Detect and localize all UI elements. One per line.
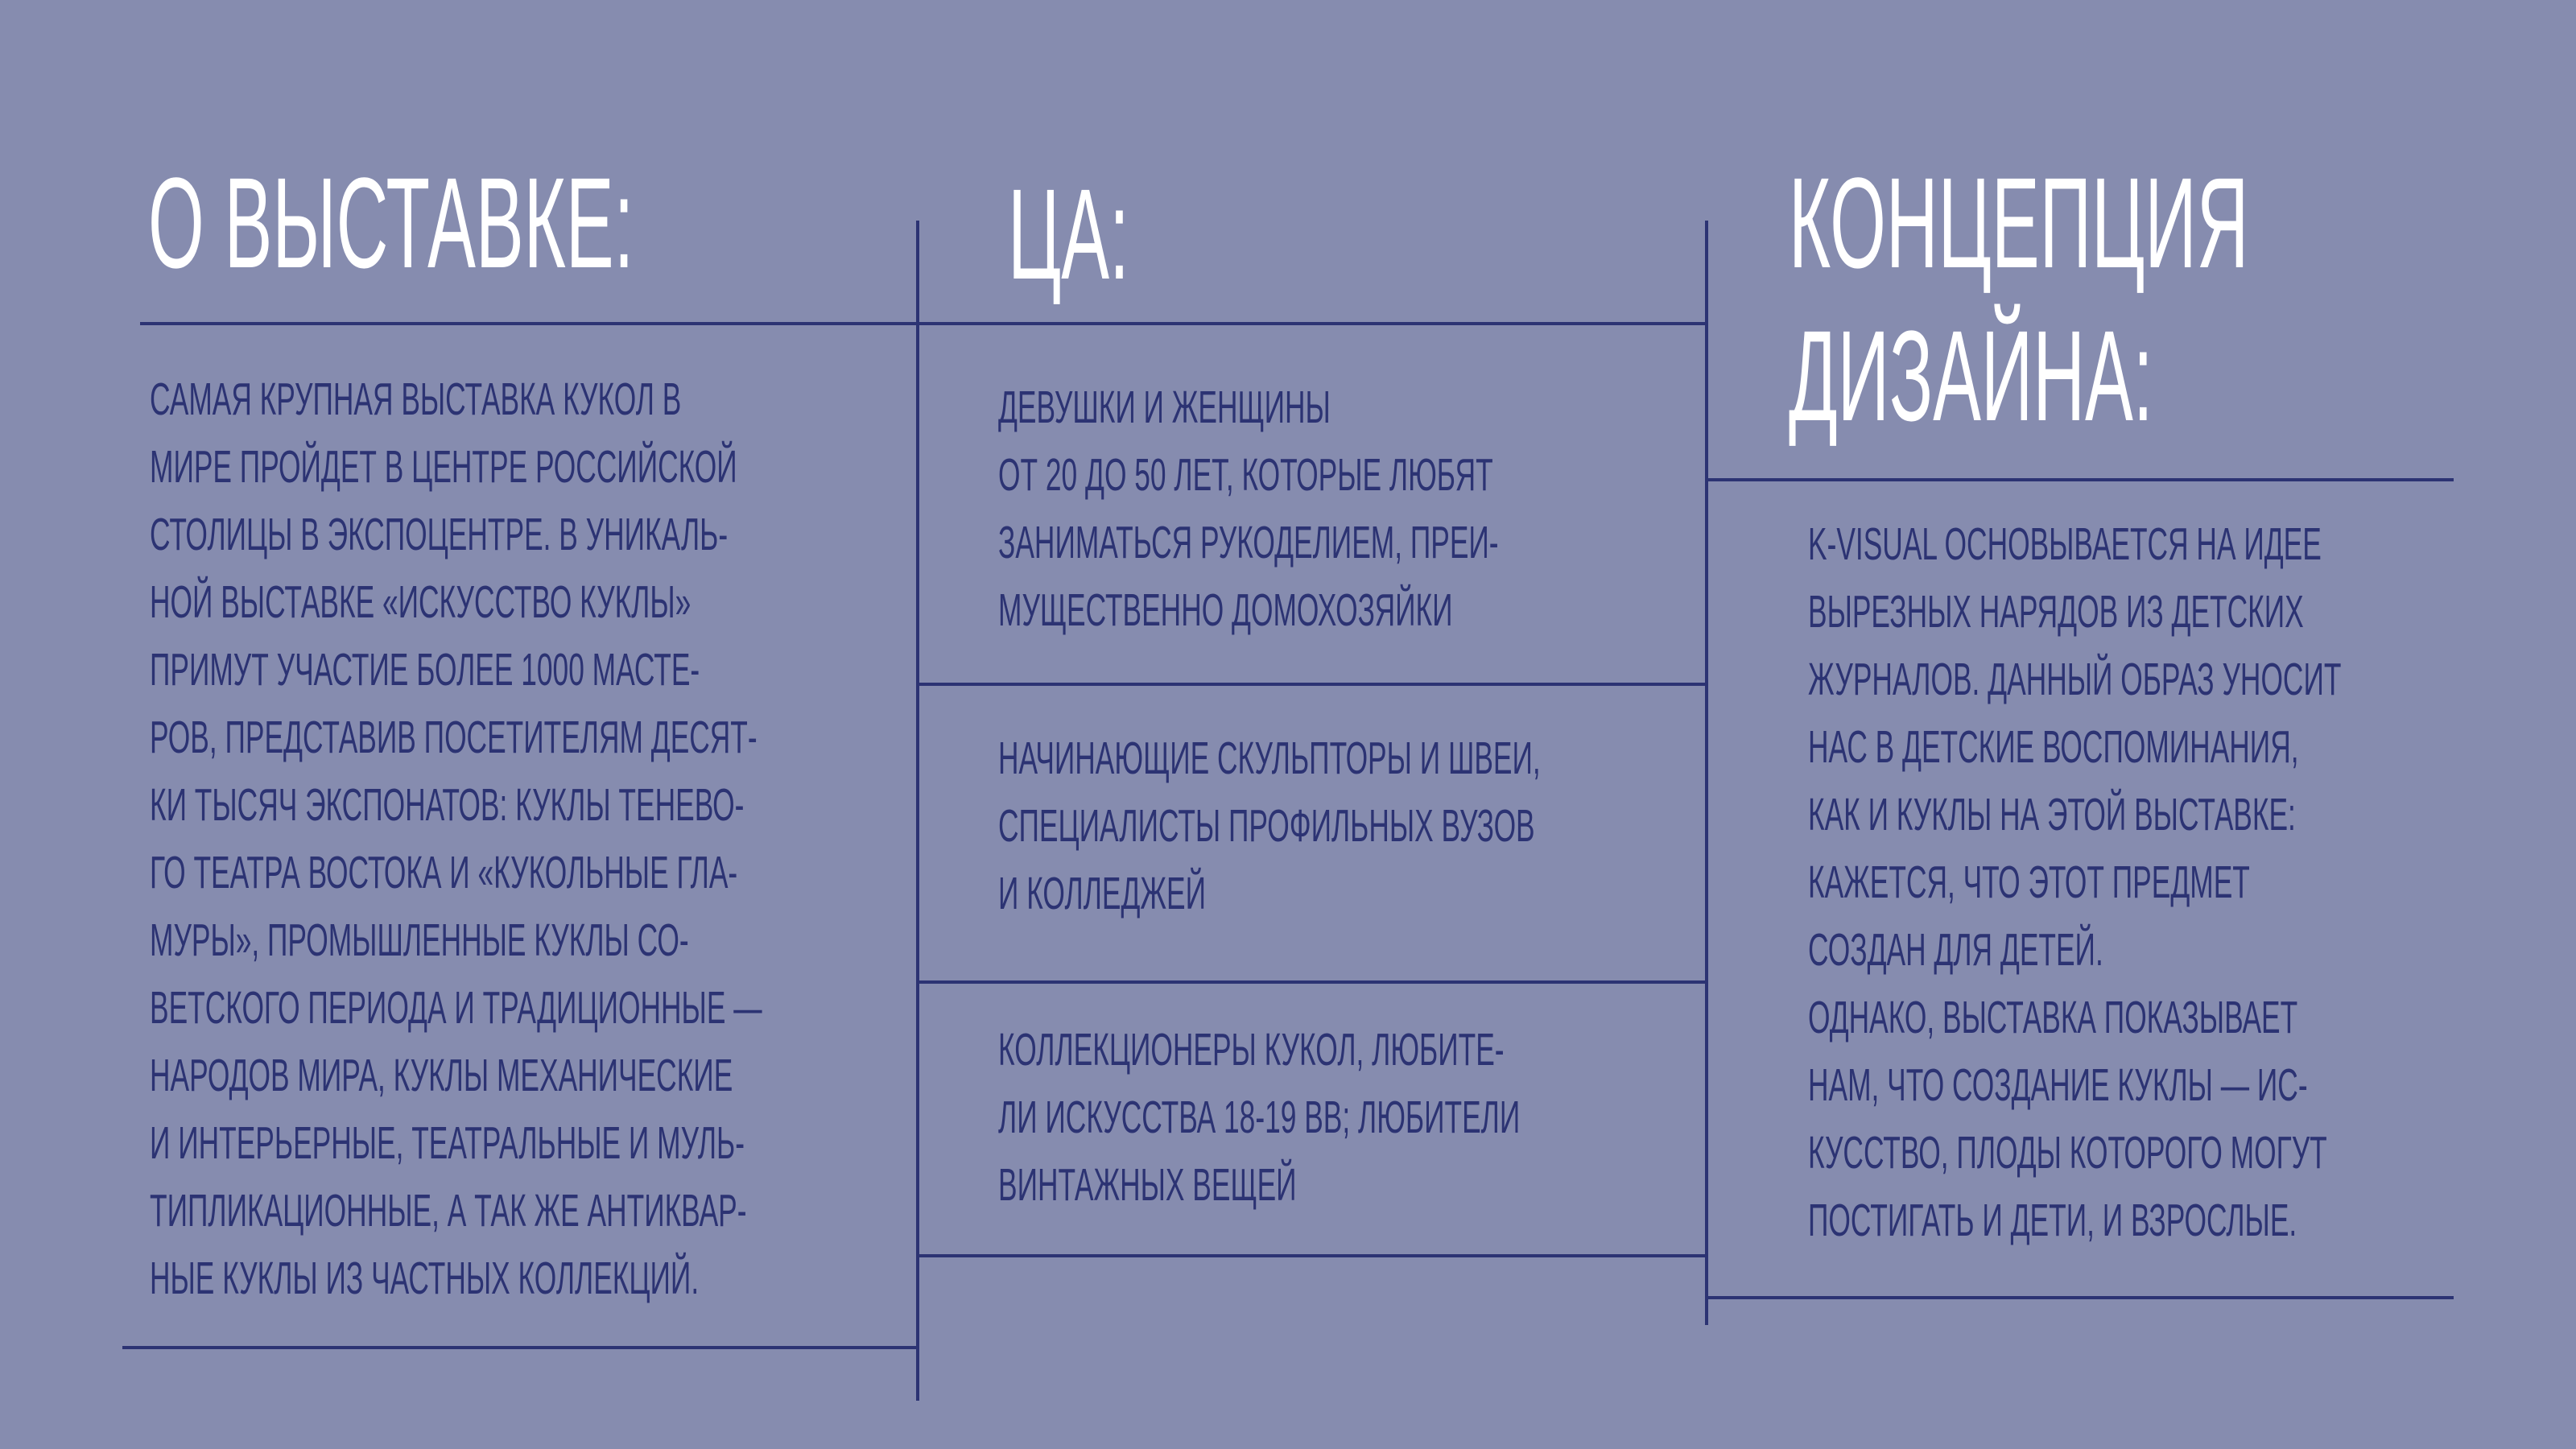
text-line: ТИПЛИКАЦИОННЫЕ, А ТАК ЖЕ АНТИКВАР- [150,1185,747,1236]
text-line: ВЫРЕЗНЫХ НАРЯДОВ ИЗ ДЕТСКИХ [1808,586,2304,638]
audience-bottom-rule [918,1254,1707,1257]
text-line: ПОСТИГАТЬ И ДЕТИ, И ВЗРОСЛЫЕ. [1808,1195,2297,1246]
audience-segment-1 [998,374,1499,644]
text-line: НАРОДОВ МИРА, КУКЛЫ МЕХАНИЧЕСКИЕ [150,1050,733,1101]
concept-description [1808,510,2341,1254]
text-line: КИ ТЫСЯЧ ЭКСПОНАТОВ: КУКЛЫ ТЕНЕВО- [150,779,745,831]
text-line: И ИНТЕРЬЕРНЫЕ, ТЕАТРАЛЬНЫЕ И МУЛЬ- [150,1117,745,1169]
text-line: САМАЯ КРУПНАЯ ВЫСТАВКА КУКОЛ В [150,374,682,425]
divider-right [1705,221,1708,1325]
text-line: НАЧИНАЮЩИЕ СКУЛЬПТОРЫ И ШВЕИ, [998,733,1541,784]
text-line: ОДНАКО, ВЫСТАВКА ПОКАЗЫВАЕТ [1808,992,2298,1043]
concept-bottom-rule [1707,1296,2454,1299]
text-line: РОВ, ПРЕДСТАВИВ ПОСЕТИТЕЛЯМ ДЕСЯТ- [150,712,758,763]
audience-segment-2 [998,724,1541,927]
text-line: K-VISUAL ОСНОВЫВАЕТСЯ НА ИДЕЕ [1808,518,2322,570]
text-line: ДЕВУШКИ И ЖЕНЩИНЫ [998,382,1331,433]
text-line: ОТ 20 ДО 50 ЛЕТ, КОТОРЫЕ ЛЮБЯТ [998,449,1493,501]
divider-left [916,221,919,1401]
concept-top-rule [1707,478,2454,481]
text-line: ВЕТСКОГО ПЕРИОДА И ТРАДИЦИОННЫЕ — [150,982,762,1034]
text-line: МУЩЕСТВЕННО ДОМОХОЗЯЙКИ [998,584,1453,636]
audience-title: ЦА: [1008,162,1129,306]
text-line: ГО ТЕАТРА ВОСТОКА И «КУКОЛЬНЫЕ ГЛА- [150,847,738,898]
text-line: НОЙ ВЫСТАВКЕ «ИСКУССТВО КУКЛЫ» [150,576,691,628]
about-title: О ВЫСТАВКЕ: [148,151,634,295]
text-line: ВИНТАЖНЫХ ВЕЩЕЙ [998,1159,1297,1211]
about-top-rule [140,322,918,325]
text-line: СТОЛИЦЫ В ЭКСПОЦЕНТРЕ. В УНИКАЛЬ- [150,509,729,560]
text-line: ПРИМУТ УЧАСТИЕ БОЛЕЕ 1000 МАСТЕ- [150,644,700,696]
text-line: СПЕЦИАЛИСТЫ ПРОФИЛЬНЫХ ВУЗОВ [998,800,1535,852]
concept-title-line: ДИЗАЙНА: [1789,303,2153,448]
text-line: КАЖЕТСЯ, ЧТО ЭТОТ ПРЕДМЕТ [1808,857,2250,908]
concept-title-line: КОНЦЕПЦИЯ [1789,151,2249,295]
about-bottom-rule [122,1346,918,1349]
text-line: СОЗДАН ДЛЯ ДЕТЕЙ. [1808,924,2103,976]
text-line: КАК И КУКЛЫ НА ЭТОЙ ВЫСТАВКЕ: [1808,789,2296,840]
text-line: ЛИ ИСКУССТВА 18-19 ВВ; ЛЮБИТЕЛИ [998,1092,1521,1143]
text-line: МУРЫ», ПРОМЫШЛЕННЫЕ КУКЛЫ СО- [150,914,689,966]
text-line: НАМ, ЧТО СОЗДАНИЕ КУКЛЫ — ИС- [1808,1059,2308,1111]
text-line: КУССТВО, ПЛОДЫ КОТОРОГО МОГУТ [1808,1127,2327,1179]
audience-segment-rule [918,980,1707,984]
text-line: НЫЕ КУКЛЫ ИЗ ЧАСТНЫХ КОЛЛЕКЦИЙ. [150,1253,700,1304]
text-line: МИРЕ ПРОЙДЕТ В ЦЕНТРЕ РОССИЙСКОЙ [150,441,737,493]
text-line: ЗАНИМАТЬСЯ РУКОДЕЛИЕМ, ПРЕИ- [998,517,1499,568]
about-description [150,365,762,1312]
audience-segment-rule [918,683,1707,686]
text-line: ЖУРНАЛОВ. ДАННЫЙ ОБРАЗ УНОСИТ [1808,654,2342,705]
text-line: КОЛЛЕКЦИОНЕРЫ КУКОЛ, ЛЮБИТЕ- [998,1024,1505,1075]
concept-title [1789,147,2248,452]
text-line: НАС В ДЕТСКИЕ ВОСПОМИНАНИЯ, [1808,721,2299,773]
audience-top-rule [918,322,1707,325]
audience-segment-3 [998,1016,1520,1219]
text-line: И КОЛЛЕДЖЕЙ [998,868,1206,919]
